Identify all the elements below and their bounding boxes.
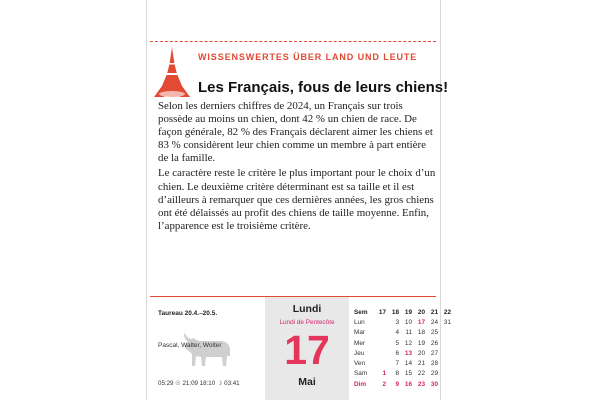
day-cell [373,358,386,368]
day-cell [373,338,386,348]
day-cell [438,379,451,389]
week-number: 20 [417,308,425,316]
weekday-label: Jeu [354,349,365,357]
day-cell [438,358,451,368]
day-cell-current: 17 [417,318,425,326]
day-cell: 4 [395,329,399,337]
article-paragraph: Selon les derniers chiffres de 2024, un Français sur trois possède au moins un chien, dont 42 % un chien de race. De façon générale, 82 % des Français déclarent aimer les chiens et 83 % considèrent leur chien comme un membre à part entière de la famille. [158,100,433,165]
day-cell: 11 [405,329,412,337]
weekday-label: Lun [354,318,365,326]
article-paragraph: Le caractère reste le critère le plus important pour le choix d’un chien. Le deuxième critère déterminant est sa taille et il est d’ailleurs à remarquer que ces dernières années, les gros chiens ont été délaissés au profit des chiens de taille moyenne. Enfin, l’apparence est le troisième critère. [158,167,436,232]
month-name: Mai [298,376,316,388]
day-cell [373,317,386,327]
weekday-label: Sam [354,370,368,378]
day-cell-sunday: 23 [417,380,425,388]
day-cell: 6 [395,349,399,357]
weekday-label: Ven [354,360,366,368]
weekday: Lundi [292,303,322,315]
day-cell-sunday: 9 [395,380,399,388]
day-cell: 7 [395,360,399,368]
day-cell: 24 [430,318,438,326]
day-cell: 25 [430,329,438,337]
mini-calendar-row [354,369,451,379]
name-days: Pascal, Walter, Wolter [158,342,222,349]
sun-moon-times: 05:29 ☉ 21:09 18:10 ☽ 03:41 [158,380,240,387]
day-cell: 26 [430,339,438,347]
day-cell: 14 [404,360,412,368]
week-label: Sem [354,308,368,316]
mini-calendar [354,307,451,389]
day-cell: 22 [417,370,425,378]
day-cell-sunday: 16 [404,380,412,388]
day-cell-sunday: 2 [382,380,386,388]
day-cell: 8 [395,370,399,378]
page-edge-left [146,0,147,400]
day-cell: 3 [395,318,399,326]
weekday-label: Mer [354,339,366,347]
bull-icon [180,332,232,368]
mini-calendar-row [354,348,451,358]
zodiac-sign: Taureau 20.4.–20.5. [158,310,218,317]
day-cell: 15 [404,370,412,378]
day-cell: 29 [430,370,438,378]
day-cell [438,328,451,338]
week-number: 21 [430,308,438,316]
day-cell: 21 [417,360,425,368]
dashed-separator [150,41,436,42]
day-cell-sunday: 30 [430,380,438,388]
day-cell-holiday: 1 [382,370,386,378]
mini-calendar-row [354,328,451,338]
date-box [265,297,349,400]
mini-calendar-row [354,317,451,327]
eiffel-tower-icon [153,46,191,98]
week-number: 18 [391,308,399,316]
day-cell: 12 [404,339,412,347]
article-title: Les Français, fous de leurs chiens! [198,79,449,96]
day-cell [438,369,451,379]
day-cell: 18 [417,329,425,337]
day-cell [373,348,386,358]
week-number: 17 [378,308,386,316]
day-cell: 27 [430,349,438,357]
day-cell: 5 [395,339,399,347]
day-cell [438,338,451,348]
day-cell: 20 [417,349,425,357]
zodiac-panel [158,302,262,398]
mini-calendar-header [354,307,451,317]
day-cell [438,348,451,358]
day-cell: 28 [430,360,438,368]
weekday-label: Dim [354,380,367,388]
mini-calendar-row [354,379,451,389]
holiday-name: Lundi de Pentecôte [279,319,335,326]
weekday-label: Mar [354,329,366,337]
day-cell: 31 [443,318,451,326]
article-body [158,100,438,235]
day-cell-holiday: 13 [404,349,412,357]
day-number: 17 [284,327,330,373]
week-number: 19 [404,308,412,316]
day-cell: 19 [417,339,425,347]
section-label: WISSENSWERTES ÜBER LAND UND LEUTE [198,52,418,62]
mini-calendar-row [354,358,451,368]
mini-calendar-row [354,338,451,348]
day-cell [373,328,386,338]
week-number: 22 [443,308,451,316]
day-cell: 10 [404,318,412,326]
